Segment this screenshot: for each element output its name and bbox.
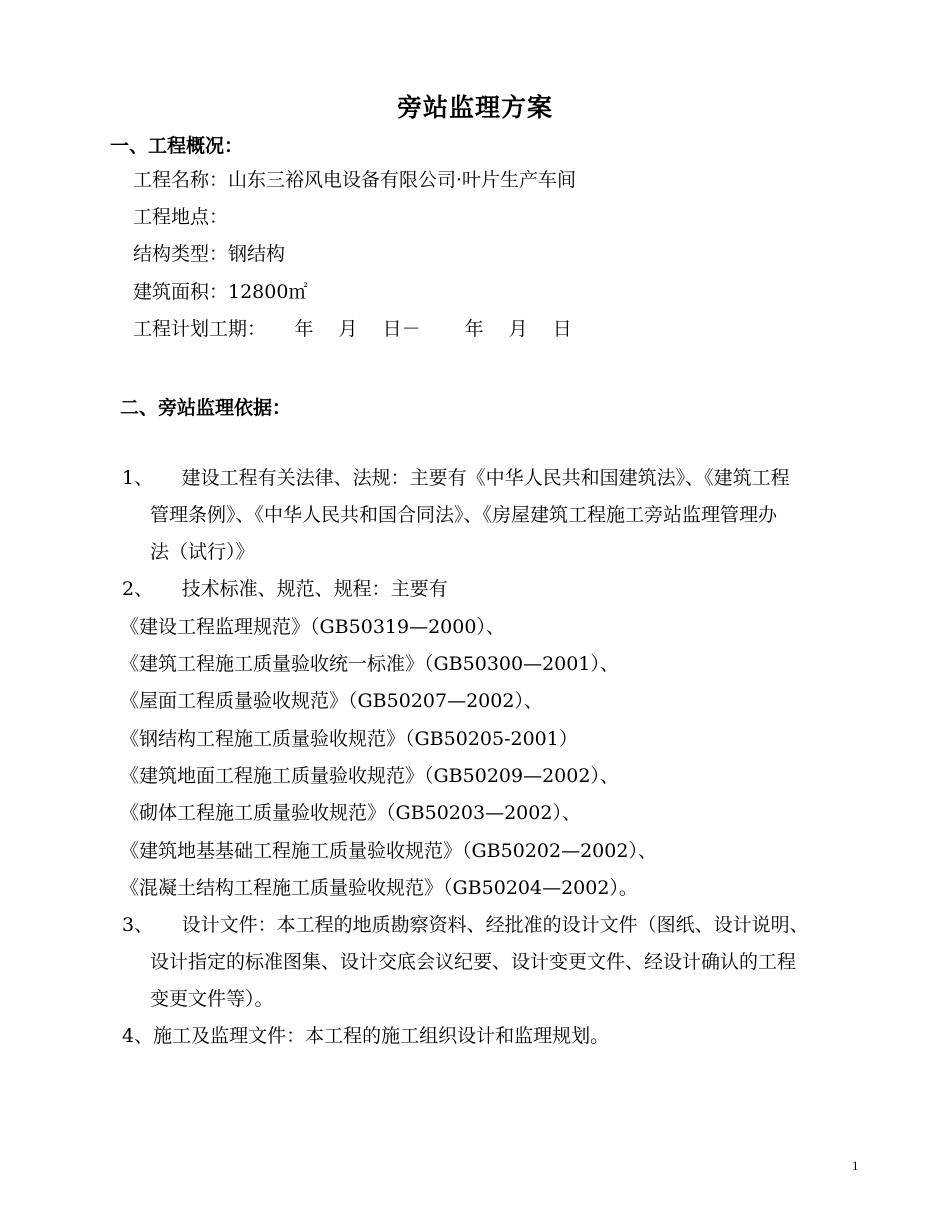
standard-item: 《建设工程监理规范》（GB50319—2000）、: [120, 616, 505, 638]
basis-item-2-line: 2、 技术标准、规范、规程：主要有: [122, 578, 448, 600]
standard-item: 《砌体工程施工质量验收规范》（GB50203—2002）、: [120, 802, 581, 824]
section-heading-basis: 二、旁站监理依据：: [120, 397, 292, 419]
standard-item: 《建筑地面工程施工质量验收规范》（GB50209—2002）、: [120, 765, 619, 787]
basis-item-3-line-1: 3、 设计文件：本工程的地质勘察资料、经批准的设计文件（图纸、设计说明、: [122, 914, 809, 936]
page-number: 1: [852, 1158, 859, 1173]
standard-item: 《钢结构工程施工质量验收规范》（GB50205-2001）: [120, 728, 578, 750]
project-location-line: 工程地点：: [133, 206, 229, 228]
basis-item-3-line-3: 变更文件等）。: [150, 988, 274, 1010]
basis-item-1-line-3: 法（试行）》: [150, 541, 255, 563]
standard-item: 《建筑地基基础工程施工质量验收规范》（GB50202—2002）、: [120, 840, 657, 862]
basis-item-3-line-2: 设计指定的标准图集、设计交底会议纪要、设计变更文件、经设计确认的工程: [150, 951, 797, 973]
standard-item: 《混凝土结构工程施工质量验收规范》（GB50204—2002）。: [120, 877, 638, 899]
building-area-line: 建筑面积：12800㎡: [133, 281, 308, 303]
basis-item-1-line-2: 管理条例》、《中华人民共和国合同法》、《房屋建筑工程施工旁站监理管理办: [150, 504, 778, 526]
standard-item: 《屋面工程质量验收规范》（GB50207—2002）、: [120, 690, 543, 712]
structure-type-line: 结构类型：钢结构: [133, 243, 286, 265]
document-title: 旁站监理方案: [396, 93, 553, 122]
basis-item-1-line-1: 1、 建设工程有关法律、法规：主要有《中华人民共和国建筑法》、《建筑工程: [122, 467, 790, 489]
section-heading-overview: 一、工程概况：: [110, 135, 244, 157]
basis-item-4-line: 4、施工及监理文件：本工程的施工组织设计和监理规划。: [122, 1025, 610, 1047]
standard-item: 《建筑工程施工质量验收统一标准》（GB50300—2001）、: [120, 653, 619, 675]
project-schedule-line: 工程计划工期： 年 月 日－ 年 月 日: [133, 318, 572, 340]
project-name-line: 工程名称：山东三裕风电设备有限公司·叶片生产车间: [133, 169, 577, 191]
